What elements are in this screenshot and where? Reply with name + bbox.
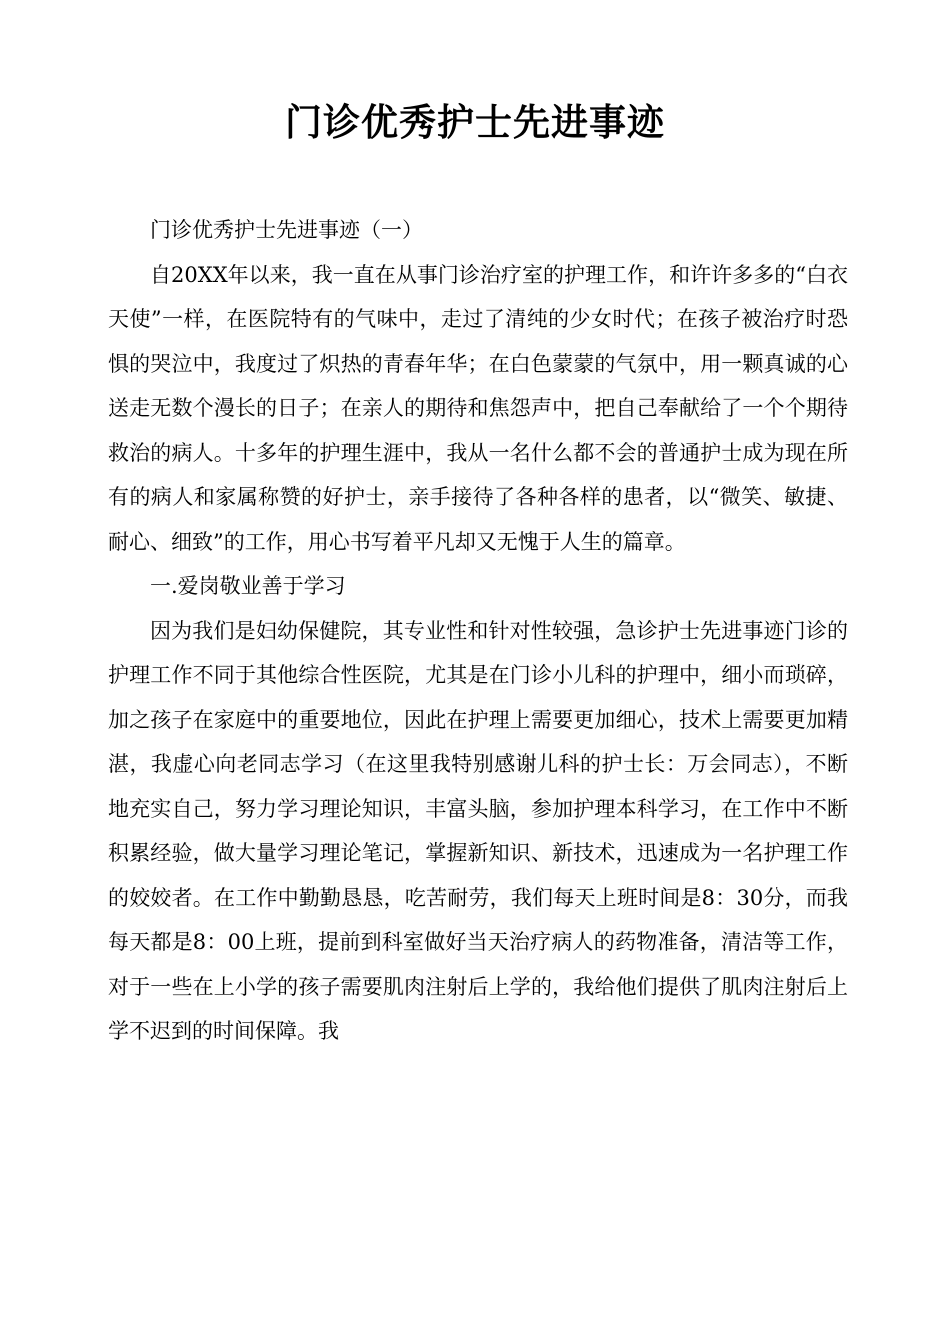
section-heading: 门诊优秀护士先进事迹（一）: [150, 218, 423, 242]
document-title: 门诊优秀护士先进事迹: [285, 101, 665, 144]
document-body: [108, 208, 848, 1054]
body-paragraph: 因为我们是妇幼保健院，其专业性和针对性较强，急诊护士先进事迹门诊的护理工作不同于其他综合性医院，尤其是在门诊小儿科的护理中，细小而琐碎，加之孩子在家庭中的重要地位，因此在护理上需要更加细心，技术上需要更加精湛，我虚心向老同志学习（在这里我特别感谢儿科的护士长：万会同志），不断地充实自己，努力学习理论知识，丰富头脑，参加护理本科学习，在工作中不断积累经验，做大量学习理论笔记，掌握新知识、新技术，迅速成为一名护理工作的姣姣者。在工作中勤勤恳恳，吃苦耐劳，我们每天上班时间是8：30分，而我每天都是8：00上班，提前到科室做好当天治疗病人的药物准备，清洁等工作，对于一些在上小学的孩子需要肌肉注射后上学的，我给他们提供了肌肉注射后上学不迟到的时间保障。我: [108, 618, 848, 1043]
body-paragraph: 自20XX年以来，我一直在从事门诊治疗室的护理工作，和许许多多的“白衣天使”一样，在医院特有的气味中，走过了清纯的少女时代；在孩子被治疗时恐惧的哭泣中，我度过了炽热的青春年华；在白色蒙蒙的气氛中，用一颗真诚的心送走无数个漫长的日子；在亲人的期待和焦怨声中，把自己奉献给了一个个期待救治的病人。十多年的护理生涯中，我从一名什么都不会的普通护士成为现在所有的病人和家属称赞的好护士，亲手接待了各种各样的患者，以“微笑、敏捷、耐心、细致”的工作，用心书写着平凡却又无愧于人生的篇章。: [108, 262, 848, 554]
subsection-heading: 一.爱岗敬业善于学习: [150, 574, 346, 598]
